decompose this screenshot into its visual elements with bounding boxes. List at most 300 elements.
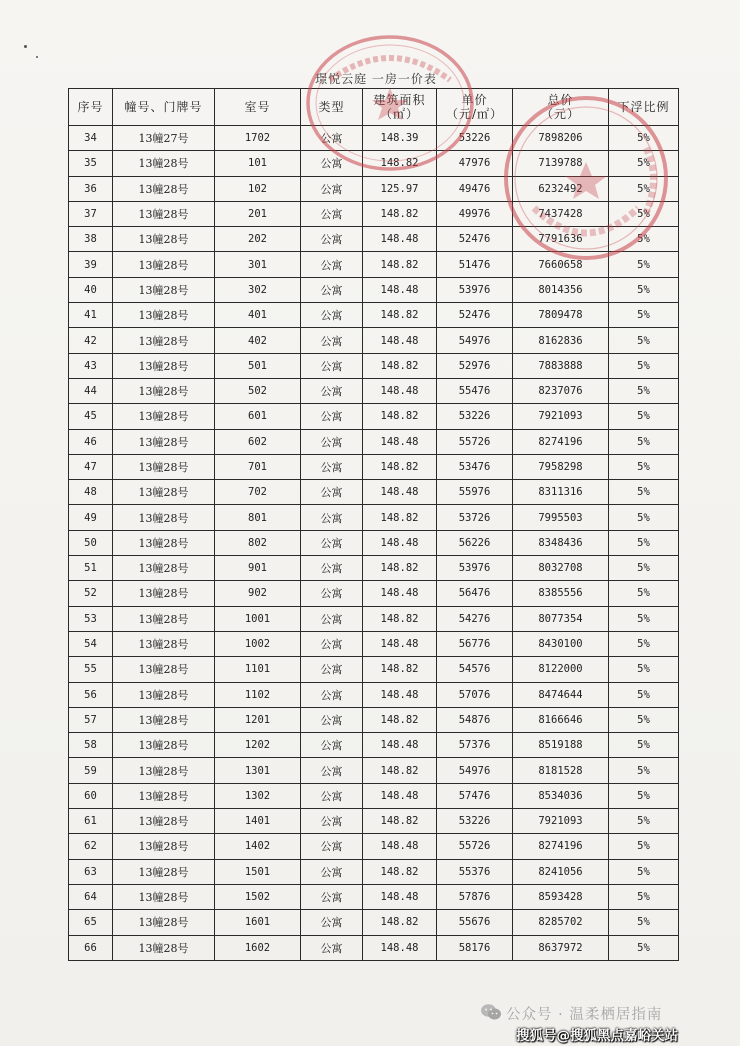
cell-room: 1201 <box>215 707 301 732</box>
cell-discount: 5% <box>609 176 679 201</box>
cell-room: 601 <box>215 404 301 429</box>
cell-building: 13幢28号 <box>113 606 215 631</box>
cell-unit-price: 53976 <box>437 556 513 581</box>
cell-type: 公寓 <box>301 454 363 479</box>
cell-total-price: 8122000 <box>513 657 609 682</box>
cell-area: 148.82 <box>363 252 437 277</box>
cell-discount: 5% <box>609 530 679 555</box>
col-header-unit-price: 单价 （元/㎡） <box>437 89 513 126</box>
cell-total-price: 8534036 <box>513 783 609 808</box>
table-row <box>69 657 679 682</box>
cell-room: 202 <box>215 227 301 252</box>
cell-total-price: 8241056 <box>513 859 609 884</box>
cell-area: 148.48 <box>363 682 437 707</box>
cell-index: 55 <box>69 657 113 682</box>
cell-building: 13幢28号 <box>113 758 215 783</box>
cell-area: 148.48 <box>363 378 437 403</box>
cell-index: 56 <box>69 682 113 707</box>
cell-unit-price: 57076 <box>437 682 513 707</box>
cell-discount: 5% <box>609 910 679 935</box>
scan-speck <box>36 56 38 58</box>
cell-area: 148.82 <box>363 859 437 884</box>
cell-type: 公寓 <box>301 682 363 707</box>
cell-room: 902 <box>215 581 301 606</box>
cell-discount: 5% <box>609 480 679 505</box>
cell-area: 148.82 <box>363 657 437 682</box>
cell-unit-price: 53476 <box>437 454 513 479</box>
cell-building: 13幢28号 <box>113 480 215 505</box>
cell-discount: 5% <box>609 454 679 479</box>
table-row <box>69 201 679 226</box>
cell-room: 1202 <box>215 733 301 758</box>
cell-area: 148.82 <box>363 353 437 378</box>
cell-room: 401 <box>215 303 301 328</box>
cell-building: 13幢28号 <box>113 581 215 606</box>
cell-total-price: 8637972 <box>513 935 609 960</box>
cell-area: 148.48 <box>363 834 437 859</box>
cell-area: 148.39 <box>363 126 437 151</box>
cell-total-price: 7921093 <box>513 404 609 429</box>
cell-building: 13幢28号 <box>113 252 215 277</box>
table-row <box>69 378 679 403</box>
cell-index: 54 <box>69 631 113 656</box>
cell-index: 61 <box>69 809 113 834</box>
cell-total-price: 8032708 <box>513 556 609 581</box>
cell-discount: 5% <box>609 277 679 302</box>
cell-total-price: 8593428 <box>513 884 609 909</box>
cell-total-price: 7139788 <box>513 151 609 176</box>
cell-discount: 5% <box>609 201 679 226</box>
cell-discount: 5% <box>609 151 679 176</box>
cell-unit-price: 53976 <box>437 277 513 302</box>
cell-discount: 5% <box>609 657 679 682</box>
cell-area: 148.82 <box>363 556 437 581</box>
cell-building: 13幢28号 <box>113 884 215 909</box>
table-row <box>69 631 679 656</box>
cell-area: 148.82 <box>363 707 437 732</box>
cell-room: 602 <box>215 429 301 454</box>
cell-total-price: 7809478 <box>513 303 609 328</box>
cell-type: 公寓 <box>301 884 363 909</box>
col-header-index: 序号 <box>69 89 113 126</box>
cell-type: 公寓 <box>301 277 363 302</box>
cell-building: 13幢28号 <box>113 935 215 960</box>
cell-building: 13幢28号 <box>113 859 215 884</box>
table-row <box>69 328 679 353</box>
cell-discount: 5% <box>609 707 679 732</box>
table-row <box>69 707 679 732</box>
table-row <box>69 834 679 859</box>
table-row <box>69 303 679 328</box>
cell-discount: 5% <box>609 556 679 581</box>
cell-room: 801 <box>215 505 301 530</box>
cell-type: 公寓 <box>301 227 363 252</box>
table-row <box>69 126 679 151</box>
cell-type: 公寓 <box>301 606 363 631</box>
cell-room: 1102 <box>215 682 301 707</box>
table-row <box>69 859 679 884</box>
cell-unit-price: 55376 <box>437 859 513 884</box>
cell-index: 43 <box>69 353 113 378</box>
cell-unit-price: 56776 <box>437 631 513 656</box>
cell-room: 501 <box>215 353 301 378</box>
cell-room: 901 <box>215 556 301 581</box>
cell-area: 148.48 <box>363 783 437 808</box>
cell-type: 公寓 <box>301 530 363 555</box>
document-title: 璟悦云庭 一房一价表 <box>288 70 464 89</box>
cell-index: 58 <box>69 733 113 758</box>
cell-index: 36 <box>69 176 113 201</box>
cell-building: 13幢28号 <box>113 378 215 403</box>
cell-total-price: 8430100 <box>513 631 609 656</box>
cell-index: 63 <box>69 859 113 884</box>
cell-type: 公寓 <box>301 733 363 758</box>
cell-unit-price: 55726 <box>437 429 513 454</box>
table-row <box>69 353 679 378</box>
cell-discount: 5% <box>609 404 679 429</box>
table-row <box>69 682 679 707</box>
cell-room: 1301 <box>215 758 301 783</box>
cell-unit-price: 49976 <box>437 201 513 226</box>
cell-index: 35 <box>69 151 113 176</box>
cell-room: 701 <box>215 454 301 479</box>
cell-unit-price: 54576 <box>437 657 513 682</box>
cell-total-price: 8166646 <box>513 707 609 732</box>
cell-building: 13幢28号 <box>113 631 215 656</box>
cell-discount: 5% <box>609 783 679 808</box>
cell-index: 65 <box>69 910 113 935</box>
cell-index: 38 <box>69 227 113 252</box>
table-row <box>69 252 679 277</box>
cell-unit-price: 57476 <box>437 783 513 808</box>
cell-building: 13幢28号 <box>113 454 215 479</box>
cell-discount: 5% <box>609 328 679 353</box>
cell-index: 41 <box>69 303 113 328</box>
cell-total-price: 7995503 <box>513 505 609 530</box>
cell-discount: 5% <box>609 884 679 909</box>
cell-building: 13幢28号 <box>113 201 215 226</box>
cell-unit-price: 58176 <box>437 935 513 960</box>
table-row <box>69 606 679 631</box>
cell-type: 公寓 <box>301 176 363 201</box>
cell-type: 公寓 <box>301 910 363 935</box>
cell-area: 148.82 <box>363 201 437 226</box>
cell-discount: 5% <box>609 834 679 859</box>
cell-discount: 5% <box>609 682 679 707</box>
table-row <box>69 429 679 454</box>
cell-discount: 5% <box>609 859 679 884</box>
cell-room: 1501 <box>215 859 301 884</box>
cell-total-price: 7921093 <box>513 809 609 834</box>
cell-total-price: 7898206 <box>513 126 609 151</box>
table-row <box>69 809 679 834</box>
col-header-room: 室号 <box>215 89 301 126</box>
cell-building: 13幢28号 <box>113 151 215 176</box>
cell-building: 13幢28号 <box>113 707 215 732</box>
cell-building: 13幢28号 <box>113 530 215 555</box>
cell-total-price: 8014356 <box>513 277 609 302</box>
cell-total-price: 7958298 <box>513 454 609 479</box>
cell-area: 148.82 <box>363 505 437 530</box>
cell-discount: 5% <box>609 809 679 834</box>
cell-area: 148.82 <box>363 606 437 631</box>
cell-area: 148.48 <box>363 631 437 656</box>
cell-type: 公寓 <box>301 252 363 277</box>
cell-building: 13幢28号 <box>113 505 215 530</box>
cell-area: 148.48 <box>363 277 437 302</box>
cell-building: 13幢28号 <box>113 783 215 808</box>
cell-building: 13幢28号 <box>113 910 215 935</box>
cell-discount: 5% <box>609 631 679 656</box>
cell-building: 13幢28号 <box>113 556 215 581</box>
cell-type: 公寓 <box>301 201 363 226</box>
cell-unit-price: 53726 <box>437 505 513 530</box>
cell-total-price: 8385556 <box>513 581 609 606</box>
cell-type: 公寓 <box>301 657 363 682</box>
wechat-icon <box>480 1003 502 1021</box>
cell-total-price: 8285702 <box>513 910 609 935</box>
cell-area: 148.48 <box>363 227 437 252</box>
cell-index: 44 <box>69 378 113 403</box>
cell-building: 13幢28号 <box>113 227 215 252</box>
cell-discount: 5% <box>609 758 679 783</box>
cell-unit-price: 55676 <box>437 910 513 935</box>
cell-discount: 5% <box>609 353 679 378</box>
table-row <box>69 505 679 530</box>
table-row <box>69 277 679 302</box>
cell-building: 13幢27号 <box>113 126 215 151</box>
cell-room: 1502 <box>215 884 301 909</box>
cell-area: 148.48 <box>363 429 437 454</box>
table-row <box>69 910 679 935</box>
cell-building: 13幢28号 <box>113 733 215 758</box>
cell-discount: 5% <box>609 429 679 454</box>
cell-unit-price: 56226 <box>437 530 513 555</box>
cell-room: 1702 <box>215 126 301 151</box>
cell-index: 62 <box>69 834 113 859</box>
cell-unit-price: 49476 <box>437 176 513 201</box>
cell-area: 148.82 <box>363 454 437 479</box>
cell-building: 13幢28号 <box>113 809 215 834</box>
cell-index: 42 <box>69 328 113 353</box>
cell-total-price: 8162836 <box>513 328 609 353</box>
cell-index: 46 <box>69 429 113 454</box>
cell-building: 13幢28号 <box>113 429 215 454</box>
cell-type: 公寓 <box>301 834 363 859</box>
cell-type: 公寓 <box>301 303 363 328</box>
sohu-watermark: 搜狐号@搜狐黑点嘉峪关站 <box>516 1028 678 1044</box>
cell-area: 148.82 <box>363 809 437 834</box>
cell-room: 502 <box>215 378 301 403</box>
table-row <box>69 176 679 201</box>
cell-unit-price: 57376 <box>437 733 513 758</box>
cell-area: 148.82 <box>363 151 437 176</box>
cell-discount: 5% <box>609 126 679 151</box>
cell-room: 802 <box>215 530 301 555</box>
cell-room: 1401 <box>215 809 301 834</box>
col-header-building: 幢号、门牌号 <box>113 89 215 126</box>
cell-area: 148.48 <box>363 884 437 909</box>
cell-unit-price: 52976 <box>437 353 513 378</box>
cell-type: 公寓 <box>301 631 363 656</box>
cell-index: 53 <box>69 606 113 631</box>
cell-unit-price: 47976 <box>437 151 513 176</box>
col-header-area: 建筑面积 （㎡） <box>363 89 437 126</box>
cell-room: 702 <box>215 480 301 505</box>
cell-index: 57 <box>69 707 113 732</box>
col-header-discount: 下浮比例 <box>609 89 679 126</box>
cell-area: 148.82 <box>363 303 437 328</box>
cell-index: 45 <box>69 404 113 429</box>
cell-index: 49 <box>69 505 113 530</box>
cell-building: 13幢28号 <box>113 176 215 201</box>
table-row <box>69 935 679 960</box>
cell-total-price: 8274196 <box>513 429 609 454</box>
cell-index: 39 <box>69 252 113 277</box>
cell-index: 64 <box>69 884 113 909</box>
cell-total-price: 7660658 <box>513 252 609 277</box>
cell-area: 125.97 <box>363 176 437 201</box>
cell-type: 公寓 <box>301 581 363 606</box>
cell-total-price: 8348436 <box>513 530 609 555</box>
cell-unit-price: 54276 <box>437 606 513 631</box>
cell-building: 13幢28号 <box>113 303 215 328</box>
cell-discount: 5% <box>609 581 679 606</box>
cell-room: 301 <box>215 252 301 277</box>
table-row <box>69 530 679 555</box>
cell-building: 13幢28号 <box>113 353 215 378</box>
cell-type: 公寓 <box>301 758 363 783</box>
cell-area: 148.82 <box>363 404 437 429</box>
cell-room: 1101 <box>215 657 301 682</box>
cell-room: 101 <box>215 151 301 176</box>
cell-area: 148.48 <box>363 328 437 353</box>
cell-index: 40 <box>69 277 113 302</box>
table-row <box>69 454 679 479</box>
cell-type: 公寓 <box>301 429 363 454</box>
cell-total-price: 8274196 <box>513 834 609 859</box>
table-row <box>69 151 679 176</box>
table-row <box>69 480 679 505</box>
cell-unit-price: 57876 <box>437 884 513 909</box>
cell-unit-price: 56476 <box>437 581 513 606</box>
cell-index: 34 <box>69 126 113 151</box>
cell-area: 148.82 <box>363 758 437 783</box>
cell-type: 公寓 <box>301 809 363 834</box>
table-row <box>69 581 679 606</box>
cell-room: 302 <box>215 277 301 302</box>
cell-type: 公寓 <box>301 353 363 378</box>
cell-room: 102 <box>215 176 301 201</box>
cell-type: 公寓 <box>301 151 363 176</box>
table-row <box>69 556 679 581</box>
cell-room: 1002 <box>215 631 301 656</box>
table-row <box>69 227 679 252</box>
cell-type: 公寓 <box>301 707 363 732</box>
cell-index: 48 <box>69 480 113 505</box>
cell-discount: 5% <box>609 505 679 530</box>
cell-unit-price: 52476 <box>437 227 513 252</box>
price-table <box>68 88 679 961</box>
cell-room: 1402 <box>215 834 301 859</box>
cell-total-price: 8311316 <box>513 480 609 505</box>
cell-unit-price: 55726 <box>437 834 513 859</box>
table-row <box>69 884 679 909</box>
cell-type: 公寓 <box>301 556 363 581</box>
cell-index: 47 <box>69 454 113 479</box>
cell-index: 52 <box>69 581 113 606</box>
cell-index: 59 <box>69 758 113 783</box>
table-row <box>69 404 679 429</box>
cell-unit-price: 54976 <box>437 328 513 353</box>
cell-discount: 5% <box>609 935 679 960</box>
cell-index: 60 <box>69 783 113 808</box>
cell-unit-price: 51476 <box>437 252 513 277</box>
cell-total-price: 8077354 <box>513 606 609 631</box>
cell-room: 402 <box>215 328 301 353</box>
cell-discount: 5% <box>609 378 679 403</box>
cell-unit-price: 54976 <box>437 758 513 783</box>
cell-discount: 5% <box>609 733 679 758</box>
cell-type: 公寓 <box>301 126 363 151</box>
cell-unit-price: 53226 <box>437 809 513 834</box>
cell-total-price: 7791636 <box>513 227 609 252</box>
cell-type: 公寓 <box>301 935 363 960</box>
table-body <box>69 126 679 961</box>
cell-total-price: 7437428 <box>513 201 609 226</box>
cell-room: 1001 <box>215 606 301 631</box>
cell-unit-price: 54876 <box>437 707 513 732</box>
cell-index: 66 <box>69 935 113 960</box>
cell-building: 13幢28号 <box>113 682 215 707</box>
cell-total-price: 7883888 <box>513 353 609 378</box>
cell-type: 公寓 <box>301 378 363 403</box>
cell-area: 148.48 <box>363 480 437 505</box>
col-header-type: 类型 <box>301 89 363 126</box>
cell-room: 201 <box>215 201 301 226</box>
table-row <box>69 783 679 808</box>
cell-type: 公寓 <box>301 480 363 505</box>
cell-total-price: 8237076 <box>513 378 609 403</box>
cell-type: 公寓 <box>301 505 363 530</box>
cell-building: 13幢28号 <box>113 328 215 353</box>
cell-discount: 5% <box>609 252 679 277</box>
scan-speck <box>24 45 27 48</box>
table-row <box>69 758 679 783</box>
cell-discount: 5% <box>609 606 679 631</box>
col-header-total-price: 总价 （元） <box>513 89 609 126</box>
cell-type: 公寓 <box>301 783 363 808</box>
cell-area: 148.82 <box>363 910 437 935</box>
cell-area: 148.48 <box>363 935 437 960</box>
cell-total-price: 8181528 <box>513 758 609 783</box>
cell-index: 51 <box>69 556 113 581</box>
cell-unit-price: 52476 <box>437 303 513 328</box>
cell-discount: 5% <box>609 227 679 252</box>
cell-total-price: 8474644 <box>513 682 609 707</box>
cell-type: 公寓 <box>301 404 363 429</box>
table-row <box>69 733 679 758</box>
cell-total-price: 8519188 <box>513 733 609 758</box>
cell-building: 13幢28号 <box>113 404 215 429</box>
cell-index: 50 <box>69 530 113 555</box>
cell-room: 1302 <box>215 783 301 808</box>
cell-building: 13幢28号 <box>113 277 215 302</box>
cell-area: 148.48 <box>363 733 437 758</box>
cell-area: 148.48 <box>363 530 437 555</box>
cell-building: 13幢28号 <box>113 657 215 682</box>
cell-index: 37 <box>69 201 113 226</box>
